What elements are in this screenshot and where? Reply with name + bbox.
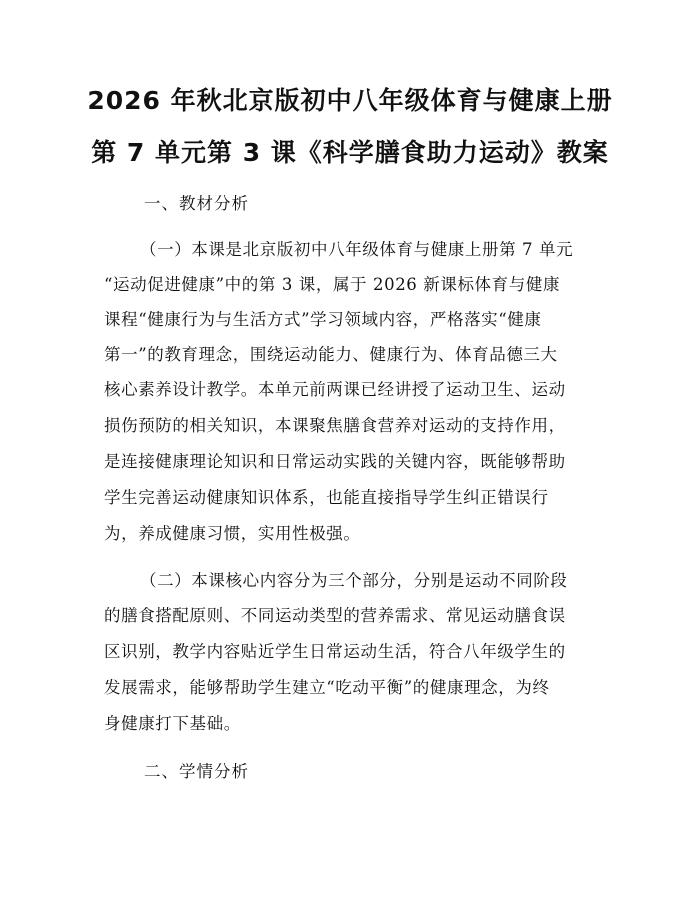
paragraph-line: “运动促进健康”中的第 3 课，属于 2026 新课标体育与健康 bbox=[104, 275, 561, 294]
paragraph-line: 区识别，教学内容贴近学生日常运动生活，符合八年级学生的 bbox=[104, 642, 566, 661]
paragraph-line: 是连接健康理论知识和日常运动实践的关键内容，既能够帮助 bbox=[104, 452, 566, 471]
document-title-line-2: 第 7 单元第 3 课《科学膳食助力运动》教案 bbox=[91, 138, 609, 167]
section-heading-learner-analysis: 二、学情分析 bbox=[144, 762, 249, 781]
document-title-line-1: 2026 年秋北京版初中八年级体育与健康上册 bbox=[87, 86, 613, 115]
paragraph-line: 的膳食搭配原则、不同运动类型的营养需求、常见运动膳食误 bbox=[104, 606, 566, 625]
paragraph-line: （一）本课是北京版初中八年级体育与健康上册第 7 单元 bbox=[140, 240, 574, 259]
paragraph-line: 身健康打下基础。 bbox=[104, 714, 241, 733]
paragraph-line: 损伤预防的相关知识，本课聚焦膳食营养对运动的支持作用， bbox=[104, 416, 566, 435]
paragraph-line: 第一”的教育理念，围绕运动能力、健康行为、体育品德三大 bbox=[104, 345, 558, 364]
paragraph-line: 学生完善运动健康知识体系，也能直接指导学生纠正错误行 bbox=[104, 488, 549, 507]
paragraph-line: 发展需求，能够帮助学生建立“吃动平衡”的健康理念，为终 bbox=[104, 678, 550, 697]
paragraph-line: （二）本课核心内容分为三个部分，分别是运动不同阶段 bbox=[140, 571, 568, 590]
paragraph-line: 核心素养设计教学。本单元前两课已经讲授了运动卫生、运动 bbox=[104, 380, 566, 399]
section-heading-textbook-analysis: 一、教材分析 bbox=[144, 194, 249, 213]
paragraph-line: 课程“健康行为与生活方式”学习领域内容，严格落实“健康 bbox=[104, 310, 542, 329]
paragraph-line: 为，养成健康习惯，实用性极强。 bbox=[104, 524, 361, 543]
